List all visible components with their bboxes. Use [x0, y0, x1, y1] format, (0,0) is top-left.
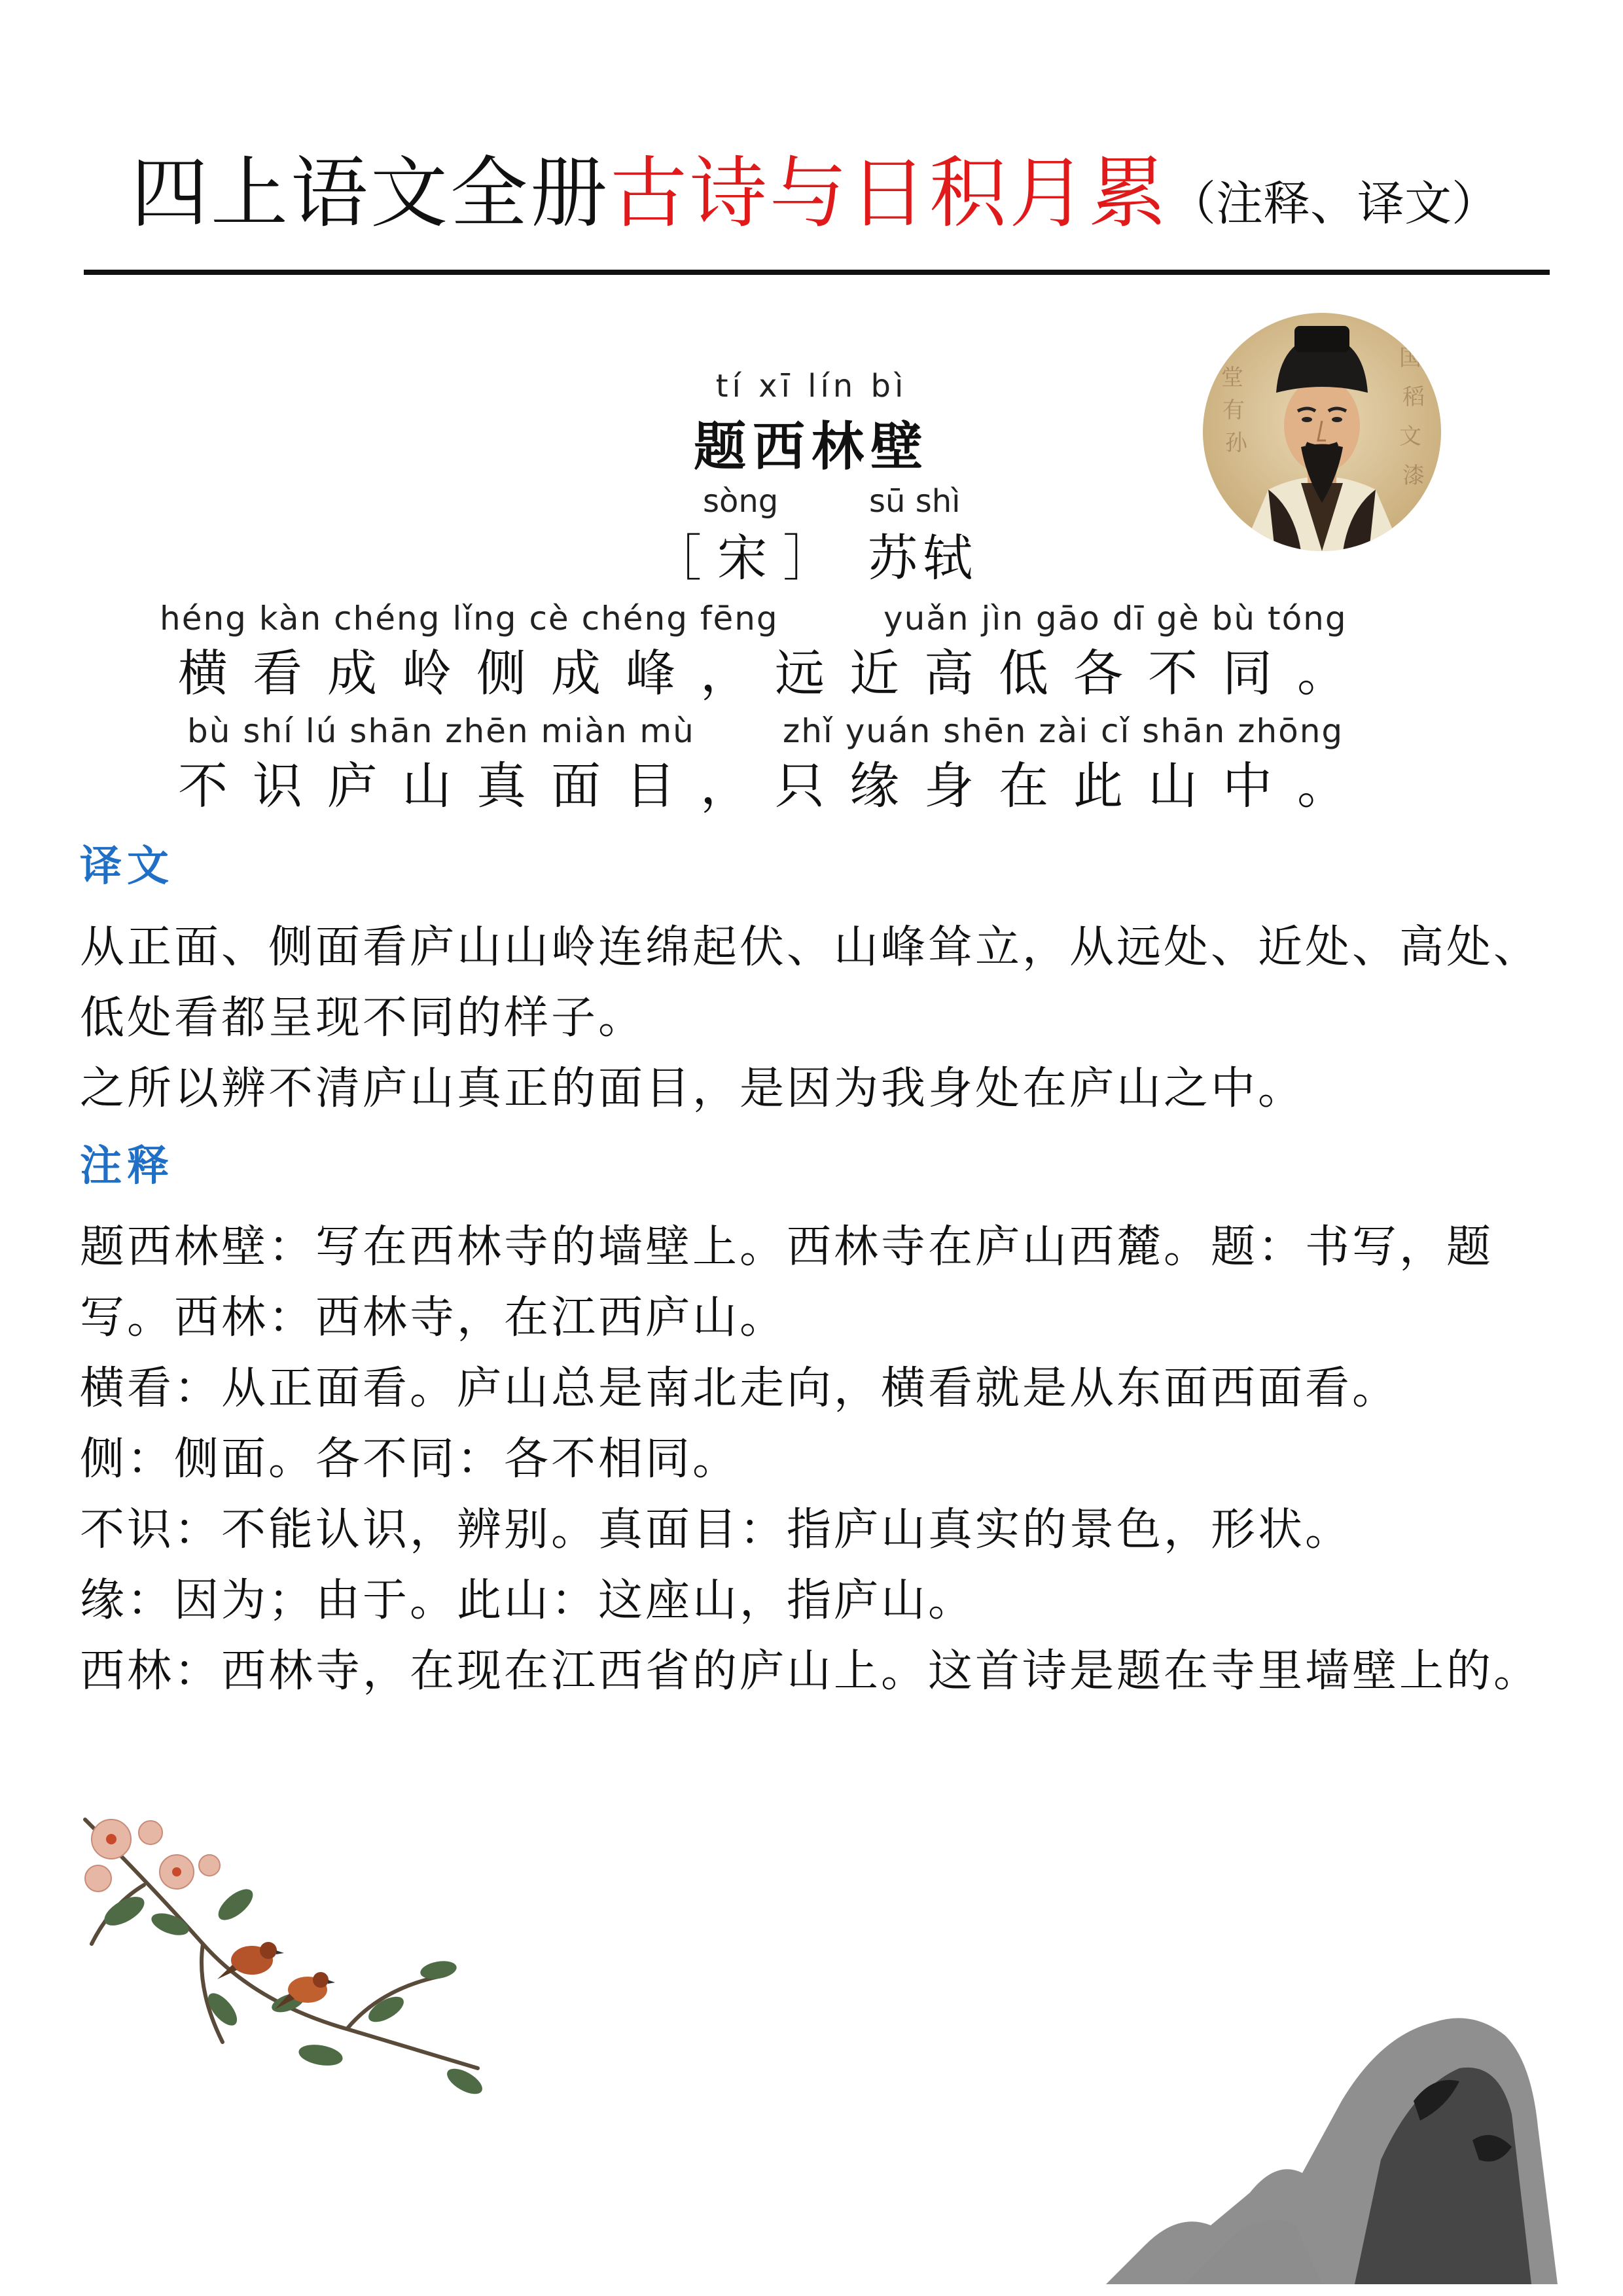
svg-text:有: 有 [1222, 397, 1245, 423]
svg-text:稻: 稻 [1402, 384, 1425, 410]
poem-author: 苏轼 [868, 529, 978, 587]
notes-body [80, 1212, 1559, 1707]
svg-text:国: 国 [1399, 345, 1421, 371]
note-line: 西林：西林寺，在现在江西省的庐山上。这首诗是题在寺里墙壁上的。 [80, 1645, 1541, 1697]
title-black: 四上语文全册 [131, 148, 611, 238]
svg-text:堂: 堂 [1221, 365, 1243, 391]
title-red: 古诗与日积月累 [610, 148, 1169, 238]
flower-branch-illustration [72, 1793, 491, 2121]
note-line: 缘：因为；由于。此山：这座山，指庐山。 [80, 1575, 976, 1626]
poem-line-2: 不识庐山真面目，只缘身在此山中。 [178, 757, 1372, 815]
translation-heading: 译文 [80, 842, 174, 891]
author-pinyin: sū shì [869, 483, 961, 520]
notes-heading: 注释 [80, 1141, 174, 1191]
poem-line-1: 横看成岭侧成峰，远近高低各不同。 [178, 644, 1372, 702]
title-note: （注释、译文） [1169, 176, 1499, 231]
header-divider [84, 270, 1550, 275]
poem-title: 题西林壁 [694, 416, 929, 477]
note-line: 题西林壁：写在西林寺的墙壁上。西林寺在庐山西麓。题：书写，题写。西林：西林寺，在江西庐山。 [80, 1221, 1494, 1344]
poem-line1-pinyin-b: yuǎn jìn gāo dī gè bù tóng [883, 600, 1347, 637]
translation-body [80, 912, 1559, 1124]
note-line: 侧：侧面。各不同：各不相同。 [80, 1433, 740, 1485]
dynasty-pinyin: sòng [703, 483, 779, 520]
poem-line1-pinyin-a: héng kàn chéng lǐng cè chéng fēng [160, 600, 779, 637]
svg-text:文: 文 [1399, 423, 1421, 450]
note-line: 横看：从正面看。庐山总是南北走向，横看就是从东面西面看。 [80, 1363, 1400, 1414]
page-title [131, 131, 1499, 242]
translation-line: 从正面、侧面看庐山山岭连绵起伏、山峰耸立，从远处、近处、高处、低处看都呈现不同的样子。 [80, 922, 1541, 1044]
translation-line: 之所以辨不清庐山真正的面目，是因为我身处在庐山之中。 [80, 1063, 1306, 1115]
note-line: 不识：不能认识，辨别。真面目：指庐山真实的景色，形状。 [80, 1504, 1353, 1556]
poem-title-pinyin: tí xī lín bì [715, 368, 908, 404]
svg-text:孙: 孙 [1225, 430, 1247, 456]
poem-line2-pinyin-a: bù shí lú shān zhēn miàn mù [187, 712, 695, 750]
svg-text:漆: 漆 [1402, 463, 1425, 489]
poem-dynasty: ［ 宋 ］ [652, 529, 833, 587]
poem-line2-pinyin-b: zhǐ yuán shēn zài cǐ shān zhōng [783, 712, 1344, 750]
ink-mountain-illustration [1106, 1996, 1564, 2284]
